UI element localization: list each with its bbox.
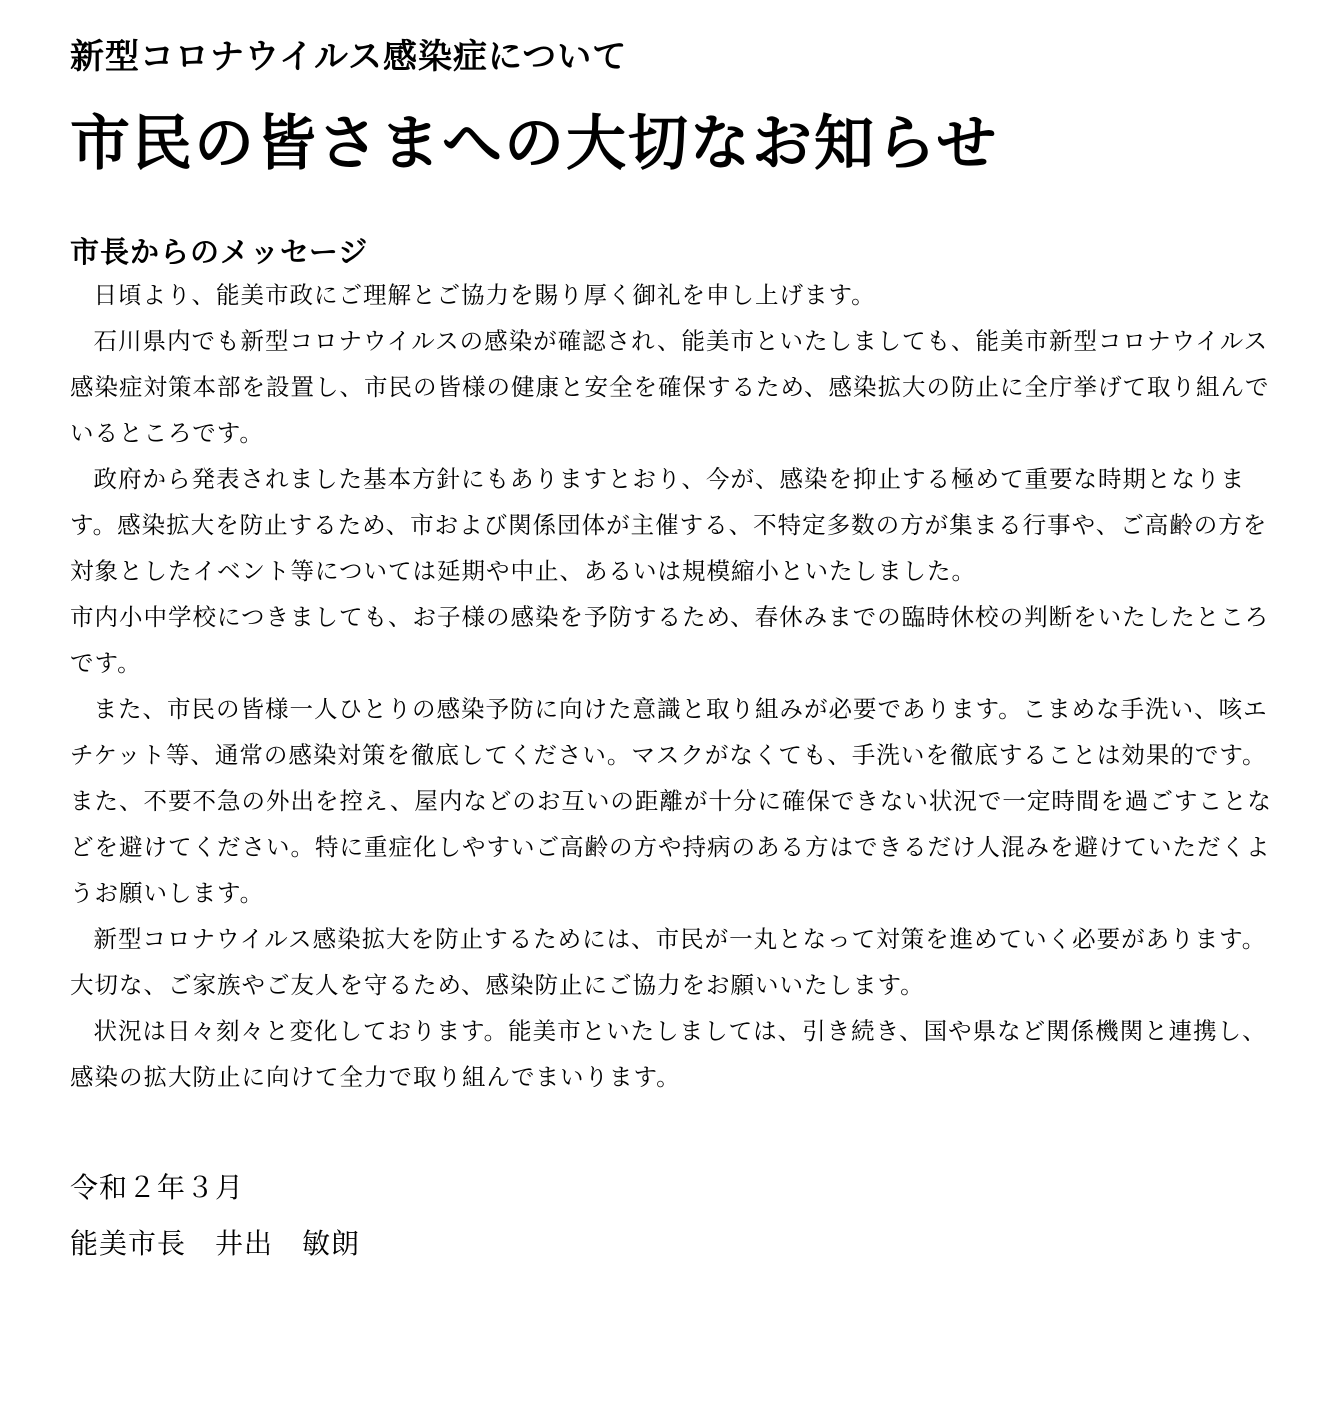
mayor-title: 能美市長 [70,1227,187,1260]
paragraph-greeting: 日頃より、能美市政にご理解とご協力を賜り厚く御礼を申し上げます。 [93,281,876,309]
notice-page [70,22,1290,1272]
message-heading: 市長からのメッセージ [70,235,369,269]
signature-block [70,1160,1290,1272]
paragraph-events: 政府から発表されました基本方針にもありますとおり、今が、感染を抑止する極めて重要な時期となります。感染拡大を防止するため、市および関係団体が主催する、不特定多数の方が集まる行事や、ご高齢の方を対象としたイベント等については延期や中止、あるいは規模縮小といたしました。 [70,465,1268,585]
paragraph-task-force: 石川県内でも新型コロナウイルスの感染が確認され、能美市といたしましても、能美市新型コロナウイルス感染症対策本部を設置し、市民の皆様の健康と安全を確保するため、感染拡大の防止に全庁挙げて取り組んでいるところです。 [70,327,1270,447]
signature-date: 令和２年３月 [70,1171,245,1204]
message-body [70,272,1290,1100]
paragraph-prevention: また、市民の皆様一人ひとりの感染予防に向けた意識と取り組みが必要であります。こまめな手洗い、咳エチケット等、通常の感染対策を徹底してください。マスクがなくても、手洗いを徹底することは効果的です。また、不要不急の外出を控え、屋内などのお互いの距離が十分に確保できない状況で一定時間を過ごすことなどを避けてください。特に重症化しやすいご高齢の方や持病のある方はできるだけ人混みを避けていただくようお願いします。 [70,695,1272,907]
mayor-name: 井出 敏朗 [215,1227,361,1260]
paragraph-cooperation: 新型コロナウイルス感染拡大を防止するためには、市民が一丸となって対策を進めていく必要があります。大切な、ご家族やご友人を守るため、感染防止にご協力をお願いいたします。 [70,925,1267,999]
paragraph-situation: 状況は日々刻々と変化しております。能美市といたしましては、引き続き、国や県など関係機関と連携し、感染の拡大防止に向けて全力で取り組んでまいります。 [70,1017,1267,1091]
paragraph-schools: 市内小中学校につきましても、お子様の感染を予防するため、春休みまでの臨時休校の判断をいたしたところです。 [70,603,1270,677]
page-title: 市民の皆さまへの大切なお知らせ [70,109,999,179]
signature-author [70,1216,1290,1272]
notice-subtitle: 新型コロナウイルス感染症について [70,37,628,77]
